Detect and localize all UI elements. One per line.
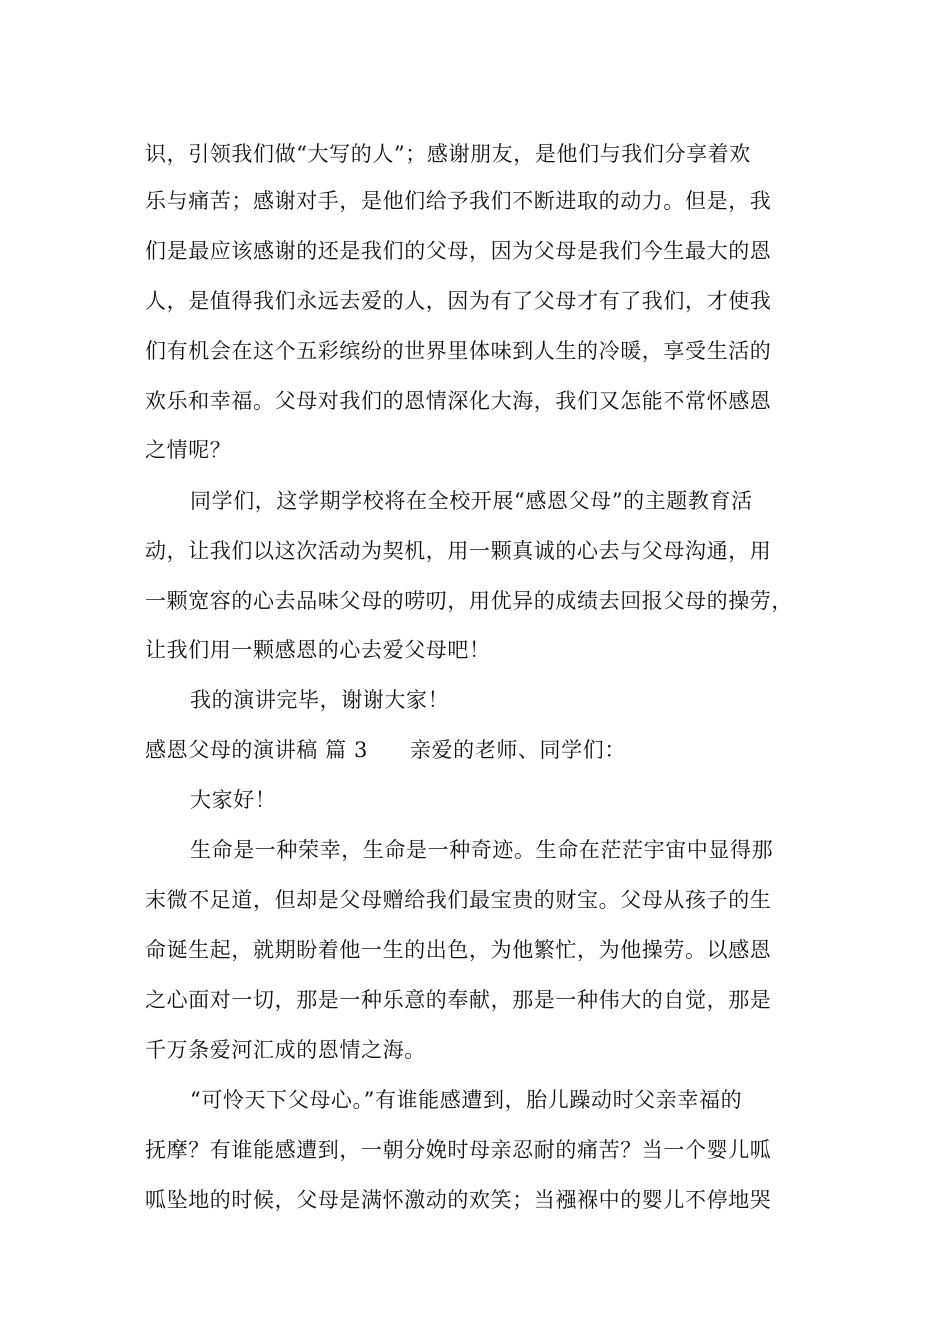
paragraph-line: 呱坠地的时候，父母是满怀激动的欢笑；当襁褓中的婴儿不停地哭 <box>145 1188 772 1212</box>
paragraph-line: 们有机会在这个五彩缤纷的世界里体味到人生的冷暖，享受生活的 <box>145 339 772 363</box>
paragraph-line: “可怜天下父母心。”有谁能感遭到，胎儿躁动时父亲幸福的 <box>190 1088 743 1112</box>
paragraph-line: 命诞生起，就期盼着他一生的出色，为他繁忙，为他操劳。以感恩 <box>145 938 772 962</box>
paragraph-line: 大家好！ <box>190 788 277 812</box>
paragraph-line: 乐与痛苦；感谢对手，是他们给予我们不断进取的动力。但是，我 <box>145 189 772 213</box>
heading-part: 篇 3 <box>325 738 368 762</box>
paragraph-line: 抚摩？有谁能感遭到，一朝分娩时母亲忍耐的痛苦？当一个婴儿呱 <box>145 1138 772 1162</box>
paragraph-line: 人，是值得我们永远去爱的人，因为有了父母才有了我们，才使我 <box>145 289 772 313</box>
paragraph-line: 一颗宽容的心去品味父母的唠叨，用优异的成绩去回报父母的操劳， <box>145 589 793 613</box>
paragraph-line: 千万条爱河汇成的恩情之海。 <box>145 1038 426 1062</box>
paragraph-line: 让我们用一颗感恩的心去爱父母吧！ <box>145 638 491 662</box>
paragraph-line: 之情呢？ <box>145 438 232 462</box>
paragraph-line: 同学们，这学期学校将在全校开展“感恩父母”的主题教育活 <box>190 489 753 513</box>
heading-title: 感恩父母的演讲稿 <box>145 738 318 762</box>
paragraph-line: 识，引领我们做“大写的人”；感谢朋友，是他们与我们分享着欢 <box>145 142 751 166</box>
paragraph-line: 们是最应该感谢的还是我们的父母，因为父母是我们今生最大的恩 <box>145 239 772 263</box>
paragraph-line: 动，让我们以这次活动为契机，用一颗真诚的心去与父母沟通，用 <box>145 539 772 563</box>
paragraph-line: 之心面对一切，那是一种乐意的奉献，那是一种伟大的自觉，那是 <box>145 988 772 1012</box>
paragraph-line: 欢乐和幸福。父母对我们的恩情深化大海，我们又怎能不常怀感恩 <box>145 389 772 413</box>
section-heading <box>145 737 825 763</box>
heading-greeting: 亲爱的老师、同学们： <box>409 738 626 762</box>
paragraph-line: 生命是一种荣幸，生命是一种奇迹。生命在茫茫宇宙中显得那 <box>190 838 774 862</box>
paragraph-line: 末微不足道，但却是父母赠给我们最宝贵的财宝。父母从孩子的生 <box>145 888 772 912</box>
paragraph-line: 我的演讲完毕，谢谢大家！ <box>190 688 450 712</box>
